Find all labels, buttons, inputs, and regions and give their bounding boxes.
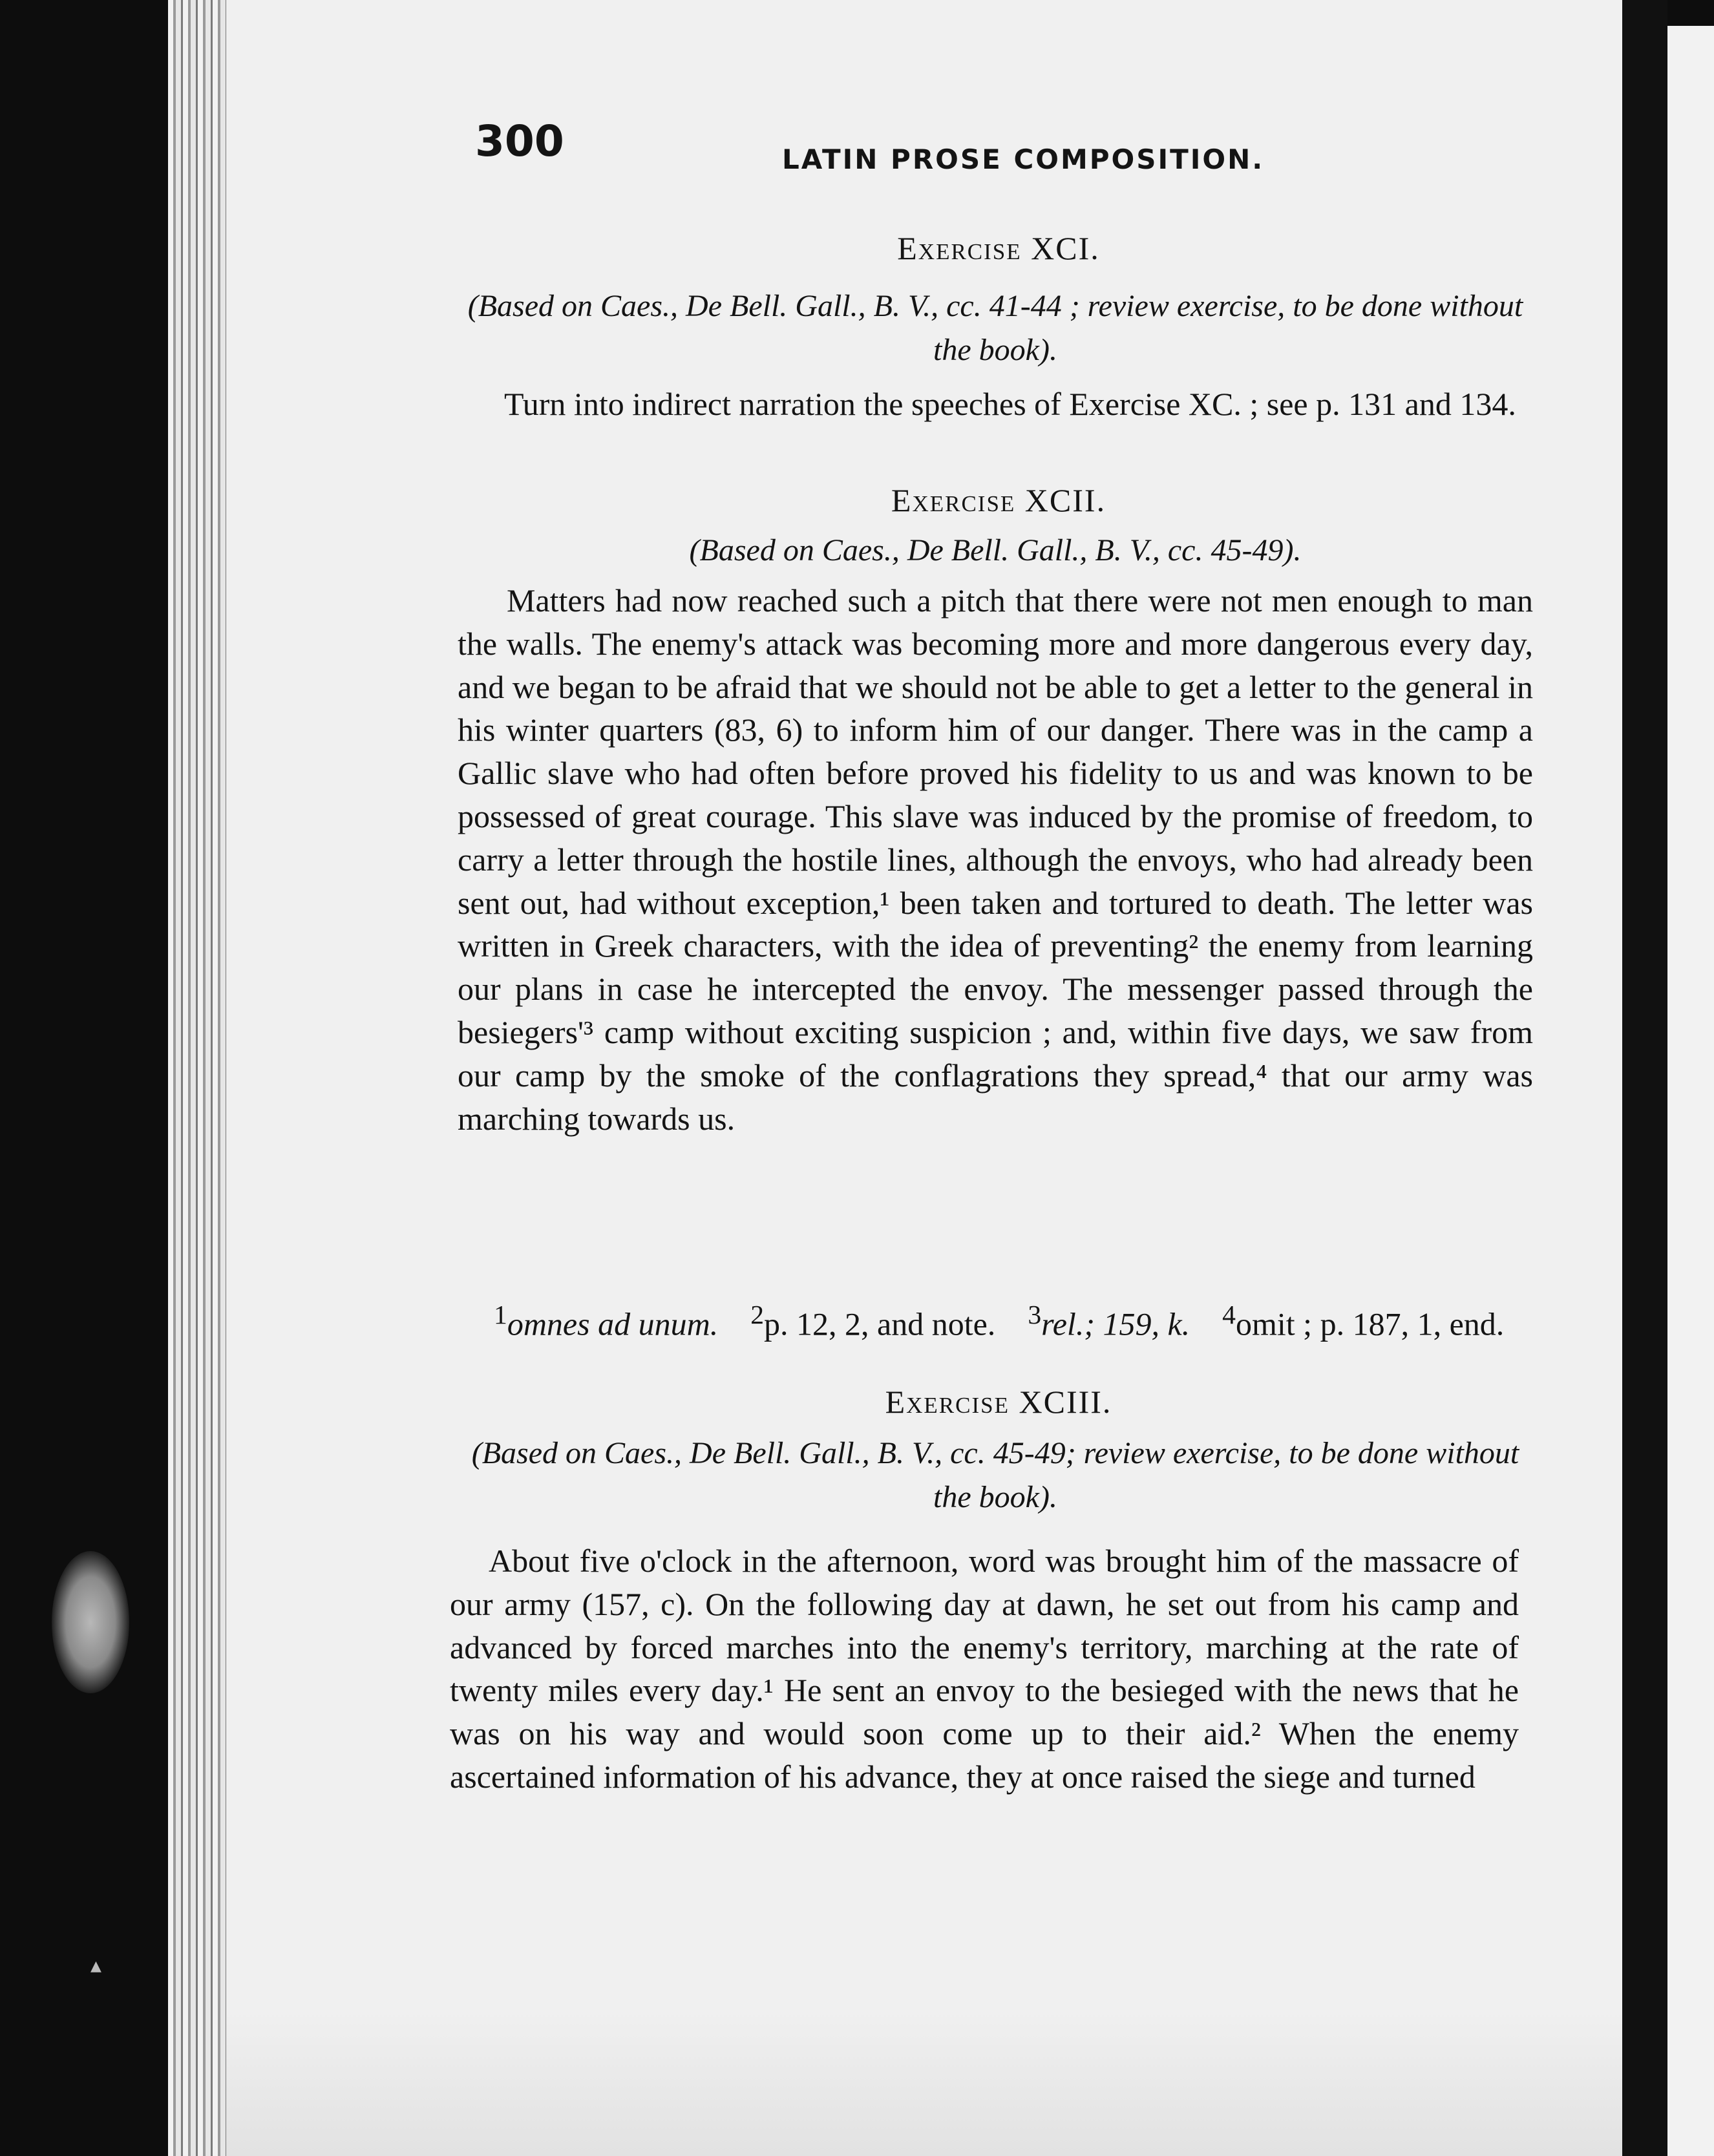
footnote-2-marker: 2 [750,1300,765,1330]
exercise-91-heading: Exercise XCI. [897,230,1100,266]
exercise-93-text: About five o'clock in the afternoon, word was brought him of the massacre of our army (157, c). On the following day at dawn, he set out from his camp and advanced by forced marches into the enemy's territory, marching at the rate of twenty miles every day.¹ He sent an envoy to the besieged with the news that he was on his way and would soon come up to their aid.² When the enemy ascertained information of his advance, they at once raised the siege and turned [450,1543,1519,1795]
exercise-92-source: (Based on Caes., De Bell. Gall., B. V., cc. 45-49). [689,533,1302,567]
facing-page-edge [1667,26,1714,2156]
exercise-91-text: Turn into indirect narration the speeches of Exercise XC. ; see p. 131 and 134. [504,386,1516,422]
exercise-92-footnotes [458,1293,1533,1347]
page-number: 300 [475,116,564,166]
footnote-2-text: p. 12, 2, and note. [764,1305,996,1342]
running-head: LATIN PROSE COMPOSITION. [782,143,1265,175]
page-bottom-shade [226,2010,1622,2156]
exercise-93-source: (Based on Caes., De Bell. Gall., B. V., cc. 45-49; review exercise, to be done without the book). [471,1436,1519,1514]
footnote-1-text: omnes ad unum. [507,1305,719,1342]
exercise-93-heading: Exercise XCIII. [885,1384,1112,1420]
footnote-3-text: rel.; 159, k. [1041,1305,1190,1342]
exercise-92-text: Matters had now reached such a pitch that there were not men enough to man the walls. The enemy's attack was becoming more and more dangerous every day, and we began to be afraid that we should not be able to get a letter to the general in his winter quarters (83, 6) to inform him of our danger. There was in the camp a Gallic slave who had often before proved his fidelity to us and was known to be possessed of great courage. This slave was induced by the promise of freedom, to carry a letter through the hostile lines, although the envoys, who had already been sent out, had without exception,¹ been taken and tortured to death. The letter was written in Greek characters, with the idea of preventing² the enemy from learning our plans in case he intercepted the envoy. The messenger passed through the besiegers'³ camp without exciting suspicion ; and, within five days, we saw from our camp by the smoke of the conflagrations they spread,⁴ that our army was marching towards us. [458,582,1533,1137]
page-gutter-shadow [1622,0,1667,2156]
exercise-91-source: (Based on Caes., De Bell. Gall., B. V., cc. 41-44 ; review exercise, to be done without the book). [467,289,1523,367]
exercise-92-heading: Exercise XCII. [891,482,1106,518]
scan-speck: ▲ [90,1958,101,1974]
book-spine-edge [168,0,226,2156]
footnote-4-marker: 4 [1222,1300,1236,1330]
footnote-3-marker: 3 [1028,1300,1042,1330]
paper-stain [52,1551,129,1693]
footnote-4-text: omit ; p. 187, 1, end. [1236,1305,1505,1342]
footnote-1-marker: 1 [494,1300,507,1330]
